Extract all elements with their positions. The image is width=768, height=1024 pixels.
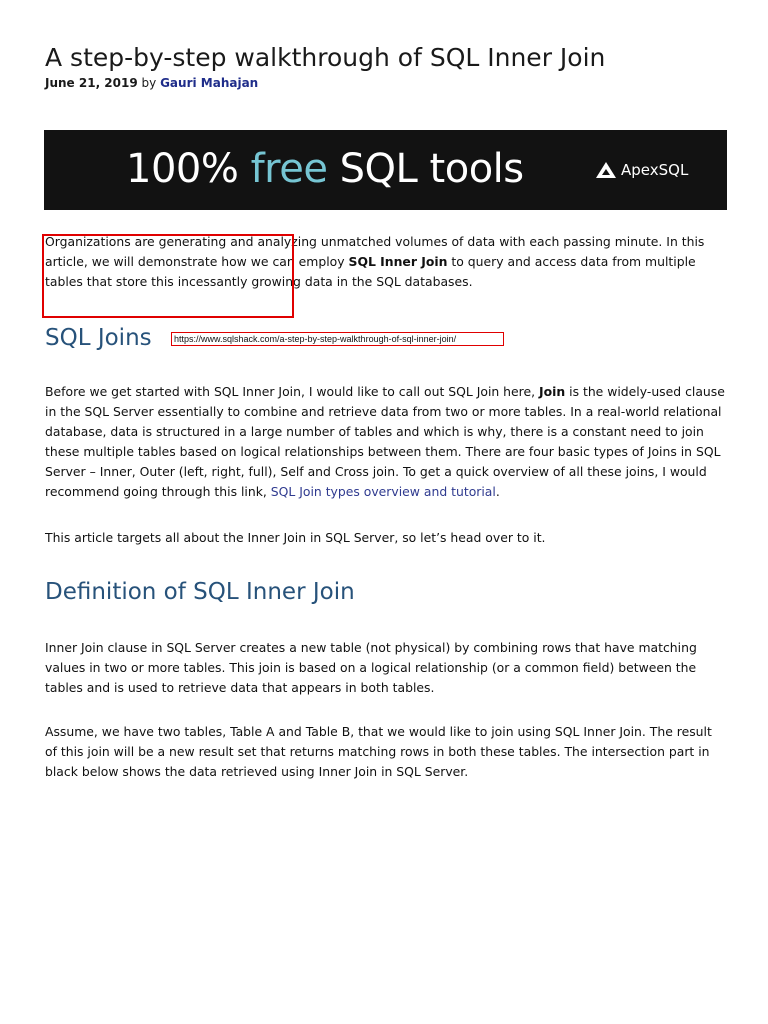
joins-paragraph <box>45 382 725 502</box>
heading-sql-joins: SQL Joins <box>45 325 152 351</box>
byline <box>45 75 258 91</box>
ad-banner[interactable] <box>44 130 727 210</box>
apexsql-logo-text: ApexSQL <box>621 161 689 179</box>
intro-text-b: to query and access data from multiple tables that store this incessantly growing data in the SQL databases. <box>45 254 696 289</box>
banner-text-before: 100% <box>126 146 251 192</box>
banner-text-accent: free <box>250 146 328 192</box>
sql-join-types-link[interactable]: SQL Join types overview and tutorial <box>270 484 496 499</box>
joins-text-end: . <box>495 484 500 499</box>
apexsql-logo <box>595 158 688 182</box>
page-title: A step-by-step walkthrough of SQL Inner Join <box>45 43 606 72</box>
definition-paragraph-2: Assume, we have two tables, Table A and Table B, that we would like to join using SQL Inner Join. The result of this join will be a new result set that returns matching rows in both these tables. The intersection part in black below shows the data retrieved using Inner Join in SQL Server. <box>45 724 712 779</box>
definition-paragraph-1: Inner Join clause in SQL Server creates a new table (not physical) by combining rows that have matching values in two or more tables. This join is based on a logical relationship (or a common field) between the tables and is used to retrieve data that appears in both tables. <box>45 640 697 695</box>
apexsql-logo-icon <box>595 161 617 179</box>
joins-text-bold: Join <box>538 384 566 399</box>
publish-date: June 21, 2019 <box>45 76 138 90</box>
author-link[interactable]: Gauri Mahajan <box>160 76 259 90</box>
annotation-highlight-box <box>42 234 294 318</box>
joins-paragraph-2: This article targets all about the Inner Join in SQL Server, so let’s head over to it. <box>45 530 546 545</box>
joins-text-a: Before we get started with SQL Inner Join, I would like to call out SQL Join here, <box>45 384 539 399</box>
intro-text-bold: SQL Inner Join <box>348 254 448 269</box>
annotation-url-label: https://www.sqlshack.com/a-step-by-step-walkthrough-of-sql-inner-join/ <box>171 332 504 346</box>
joins-text-b: is the widely-used clause in the SQL Server essentially to combine and retrieve data from two or more tables. In a real-world relational database, data is structured in a large number of tables and which is why, there is a constant need to join these multiple tables based on logical relationships between them. There are four basic types of Joins in SQL Server – Inner, Outer (left, right, full), Self and Cross join. To get a quick overview of all these joins, I would recommend going through this link, <box>45 384 725 499</box>
byline-by: by <box>141 76 157 90</box>
intro-text-a: Organizations are generating and analyzing unmatched volumes of data with each passing minute. In this article, we will demonstrate how we can employ <box>45 234 705 269</box>
banner-text-after: SQL tools <box>327 146 524 192</box>
banner-headline <box>126 144 524 194</box>
heading-definition: Definition of SQL Inner Join <box>45 579 355 605</box>
